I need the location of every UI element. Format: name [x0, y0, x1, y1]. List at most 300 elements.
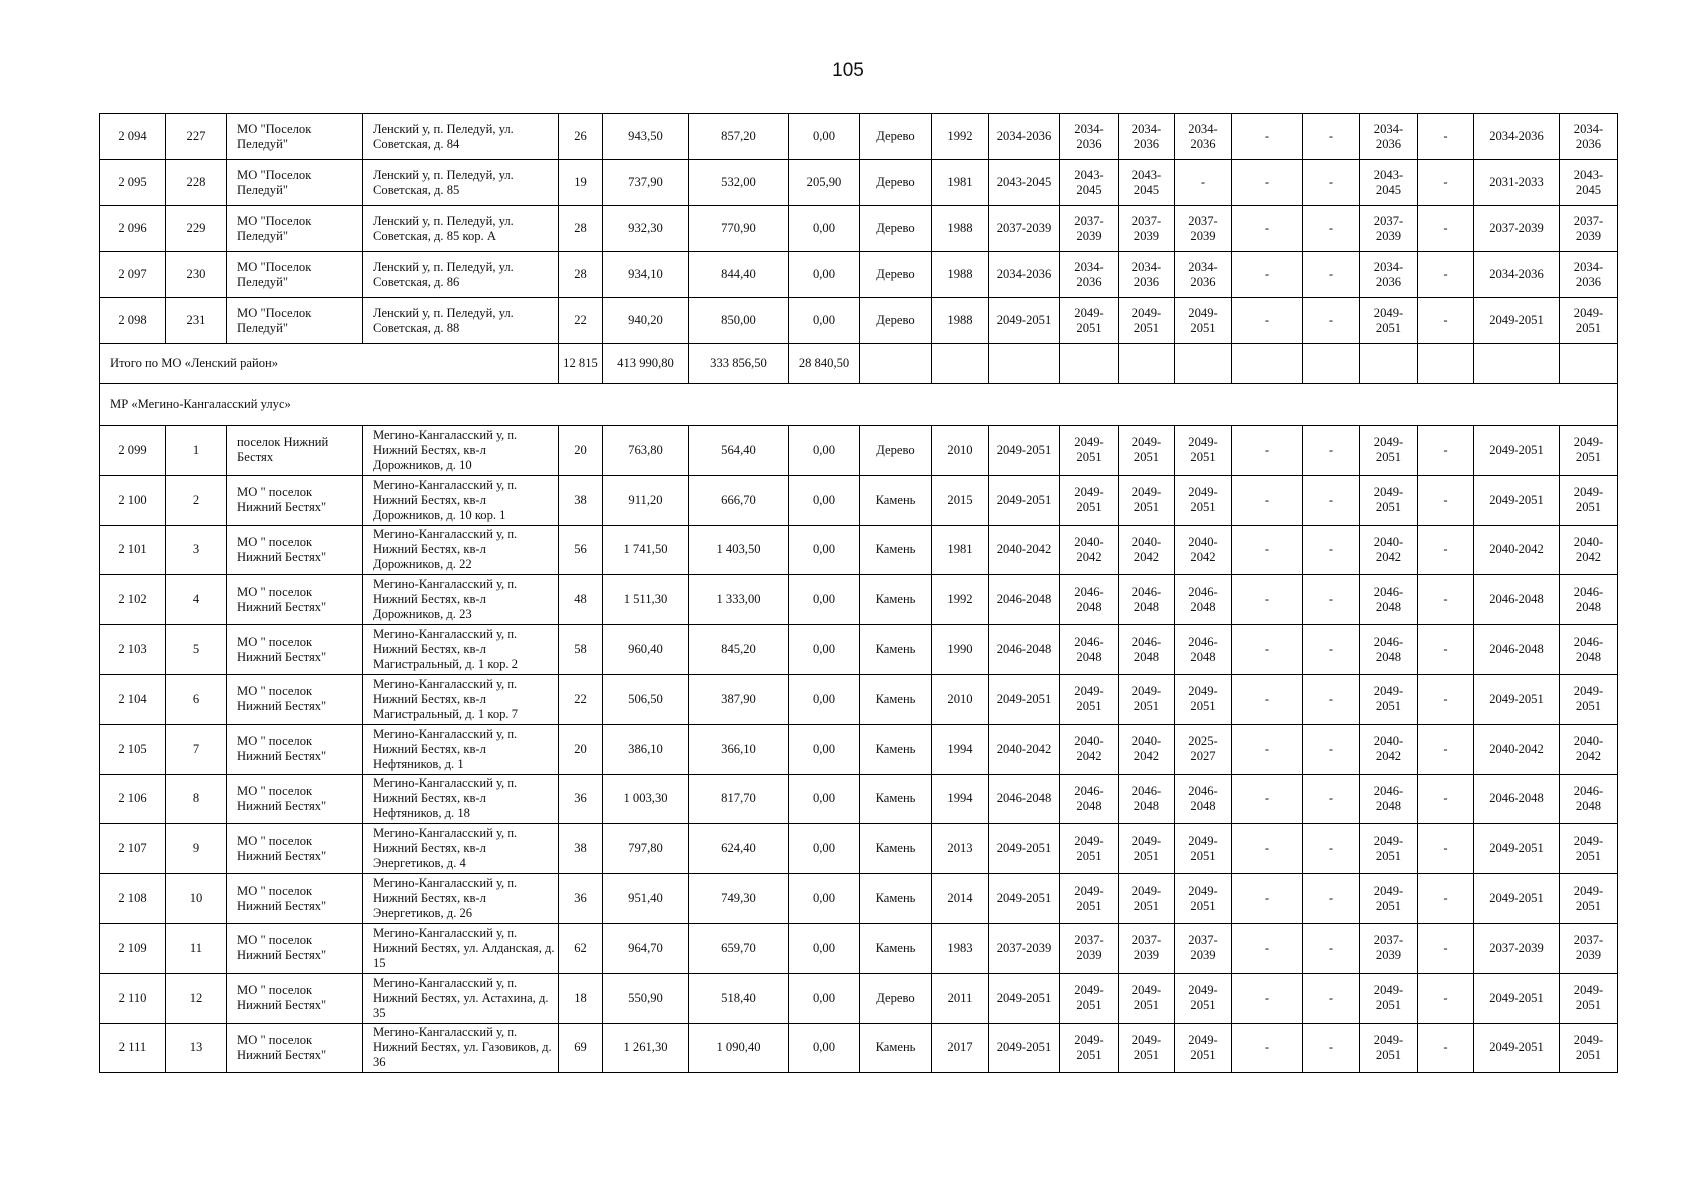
cell-period-2: 2049-2051	[1060, 426, 1119, 476]
cell-period-8: -	[1418, 298, 1474, 344]
cell-index: 231	[166, 298, 227, 344]
cell-period-4: 2049-2051	[1175, 475, 1232, 525]
cell-period-8: -	[1418, 206, 1474, 252]
cell-period-9: 2049-2051	[1474, 973, 1560, 1023]
total-label: Итого по МО «Ленский район»	[100, 344, 559, 384]
cell-index: 12	[166, 973, 227, 1023]
cell-address: Мегино-Кангаласский у, п. Нижний Бестях, кв-л Магистральный, д. 1 кор. 7	[363, 674, 559, 724]
cell-period-4: 2046-2048	[1175, 774, 1232, 824]
cell-municipality: МО " поселок Нижний Бестях"	[227, 774, 363, 824]
cell-period-6: -	[1303, 874, 1360, 924]
cell-period-7: 2049-2051	[1360, 1023, 1418, 1073]
cell-area-total: 763,80	[603, 426, 689, 476]
cell-period-3: 2043-2045	[1119, 160, 1175, 206]
cell-period-3: 2049-2051	[1119, 824, 1175, 874]
cell-wall-material: Дерево	[860, 973, 932, 1023]
cell-period-1: 2046-2048	[989, 625, 1060, 675]
cell-period-1: 2046-2048	[989, 575, 1060, 625]
cell-period-3: 2037-2039	[1119, 923, 1175, 973]
cell-municipality: МО " поселок Нижний Бестях"	[227, 824, 363, 874]
cell-municipality: МО "Поселок Пеледуй"	[227, 160, 363, 206]
cell-period-4: 2049-2051	[1175, 426, 1232, 476]
cell-period-1: 2049-2051	[989, 298, 1060, 344]
cell-period-2: 2049-2051	[1060, 973, 1119, 1023]
cell-period-4: 2049-2051	[1175, 674, 1232, 724]
cell-period-7: 2049-2051	[1360, 426, 1418, 476]
housing-registry-table	[99, 113, 1618, 1073]
cell-period-5: -	[1232, 206, 1303, 252]
cell-period-1: 2049-2051	[989, 973, 1060, 1023]
cell-area-residential: 518,40	[689, 973, 789, 1023]
cell-area-residential: 1 403,50	[689, 525, 789, 575]
cell-index: 13	[166, 1023, 227, 1073]
cell-municipality: МО " поселок Нижний Бестях"	[227, 724, 363, 774]
cell-wall-material: Камень	[860, 724, 932, 774]
cell-period-3: 2037-2039	[1119, 206, 1175, 252]
cell-area-total: 1 261,30	[603, 1023, 689, 1073]
cell-index: 2	[166, 475, 227, 525]
cell-number: 2 097	[100, 252, 166, 298]
cell-period-6: -	[1303, 475, 1360, 525]
cell-period-1: 2037-2039	[989, 923, 1060, 973]
empty-cell	[1360, 344, 1418, 384]
cell-area-nonresidential: 205,90	[789, 160, 860, 206]
cell-period-7: 2049-2051	[1360, 674, 1418, 724]
cell-period-9: 2037-2039	[1474, 206, 1560, 252]
cell-number: 2 099	[100, 426, 166, 476]
cell-year: 2011	[932, 973, 989, 1023]
cell-number: 2 096	[100, 206, 166, 252]
cell-index: 7	[166, 724, 227, 774]
cell-wall-material: Камень	[860, 674, 932, 724]
cell-period-7: 2049-2051	[1360, 298, 1418, 344]
cell-number: 2 100	[100, 475, 166, 525]
cell-period-10: 2049-2051	[1560, 973, 1618, 1023]
cell-year: 1981	[932, 160, 989, 206]
cell-municipality: МО " поселок Нижний Бестях"	[227, 475, 363, 525]
cell-year: 1992	[932, 114, 989, 160]
table-row	[100, 724, 1618, 774]
cell-address: Мегино-Кангаласский у, п. Нижний Бестях, кв-л Дорожников, д. 10 кор. 1	[363, 475, 559, 525]
cell-area-residential: 659,70	[689, 923, 789, 973]
cell-period-6: -	[1303, 923, 1360, 973]
cell-quantity: 36	[559, 774, 603, 824]
cell-municipality: МО " поселок Нижний Бестях"	[227, 874, 363, 924]
lensky-rows	[100, 114, 1618, 344]
cell-period-2: 2046-2048	[1060, 625, 1119, 675]
cell-period-8: -	[1418, 724, 1474, 774]
cell-area-nonresidential: 0,00	[789, 724, 860, 774]
cell-area-nonresidential: 0,00	[789, 774, 860, 824]
cell-period-1: 2049-2051	[989, 874, 1060, 924]
cell-period-9: 2040-2042	[1474, 724, 1560, 774]
cell-area-residential: 817,70	[689, 774, 789, 824]
cell-index: 8	[166, 774, 227, 824]
cell-area-residential: 857,20	[689, 114, 789, 160]
cell-area-nonresidential: 0,00	[789, 426, 860, 476]
cell-index: 9	[166, 824, 227, 874]
cell-period-5: -	[1232, 160, 1303, 206]
table-row	[100, 525, 1618, 575]
cell-area-total: 797,80	[603, 824, 689, 874]
cell-area-total: 1 003,30	[603, 774, 689, 824]
cell-period-1: 2037-2039	[989, 206, 1060, 252]
cell-period-1: 2040-2042	[989, 724, 1060, 774]
cell-period-2: 2034-2036	[1060, 114, 1119, 160]
cell-period-3: 2046-2048	[1119, 625, 1175, 675]
cell-period-6: -	[1303, 674, 1360, 724]
cell-period-3: 2049-2051	[1119, 1023, 1175, 1073]
cell-area-nonresidential: 0,00	[789, 252, 860, 298]
cell-quantity: 69	[559, 1023, 603, 1073]
cell-period-1: 2049-2051	[989, 475, 1060, 525]
cell-quantity: 26	[559, 114, 603, 160]
cell-index: 6	[166, 674, 227, 724]
cell-period-10: 2049-2051	[1560, 426, 1618, 476]
cell-municipality: МО " поселок Нижний Бестях"	[227, 575, 363, 625]
cell-period-3: 2049-2051	[1119, 475, 1175, 525]
cell-year: 1990	[932, 625, 989, 675]
cell-period-6: -	[1303, 625, 1360, 675]
cell-year: 2010	[932, 674, 989, 724]
cell-area-residential: 532,00	[689, 160, 789, 206]
cell-area-nonresidential: 0,00	[789, 973, 860, 1023]
cell-quantity: 20	[559, 724, 603, 774]
cell-municipality: поселок Нижний Бестях	[227, 426, 363, 476]
cell-period-2: 2037-2039	[1060, 923, 1119, 973]
cell-period-4: 2040-2042	[1175, 525, 1232, 575]
cell-quantity: 62	[559, 923, 603, 973]
cell-address: Мегино-Кангаласский у, п. Нижний Бестях, кв-л Дорожников, д. 22	[363, 525, 559, 575]
cell-area-nonresidential: 0,00	[789, 874, 860, 924]
cell-period-9: 2046-2048	[1474, 625, 1560, 675]
cell-year: 1988	[932, 252, 989, 298]
cell-municipality: МО "Поселок Пеледуй"	[227, 206, 363, 252]
cell-period-2: 2049-2051	[1060, 475, 1119, 525]
cell-quantity: 18	[559, 973, 603, 1023]
cell-period-5: -	[1232, 298, 1303, 344]
cell-period-7: 2046-2048	[1360, 575, 1418, 625]
cell-period-1: 2049-2051	[989, 824, 1060, 874]
cell-period-10: 2037-2039	[1560, 206, 1618, 252]
total-area-nonresidential: 28 840,50	[789, 344, 860, 384]
cell-quantity: 38	[559, 475, 603, 525]
cell-period-1: 2049-2051	[989, 426, 1060, 476]
cell-period-10: 2043-2045	[1560, 160, 1618, 206]
cell-period-6: -	[1303, 1023, 1360, 1073]
cell-area-nonresidential: 0,00	[789, 923, 860, 973]
cell-period-8: -	[1418, 874, 1474, 924]
cell-wall-material: Камень	[860, 1023, 932, 1073]
table-row	[100, 774, 1618, 824]
cell-index: 228	[166, 160, 227, 206]
cell-period-5: -	[1232, 1023, 1303, 1073]
cell-quantity: 22	[559, 298, 603, 344]
cell-period-5: -	[1232, 973, 1303, 1023]
cell-quantity: 38	[559, 824, 603, 874]
cell-area-nonresidential: 0,00	[789, 298, 860, 344]
cell-address: Ленский у, п. Пеледуй, ул. Советская, д. 86	[363, 252, 559, 298]
cell-period-4: 2049-2051	[1175, 874, 1232, 924]
cell-wall-material: Камень	[860, 774, 932, 824]
cell-area-total: 737,90	[603, 160, 689, 206]
cell-area-residential: 366,10	[689, 724, 789, 774]
cell-wall-material: Камень	[860, 575, 932, 625]
empty-cell	[1119, 344, 1175, 384]
cell-quantity: 28	[559, 206, 603, 252]
cell-period-9: 2049-2051	[1474, 426, 1560, 476]
cell-year: 1981	[932, 525, 989, 575]
cell-area-total: 940,20	[603, 298, 689, 344]
cell-period-8: -	[1418, 674, 1474, 724]
cell-wall-material: Дерево	[860, 298, 932, 344]
cell-period-7: 2037-2039	[1360, 206, 1418, 252]
cell-address: Мегино-Кангаласский у, п. Нижний Бестях, ул. Газовиков, д. 36	[363, 1023, 559, 1073]
cell-index: 3	[166, 525, 227, 575]
cell-period-4: 2049-2051	[1175, 973, 1232, 1023]
cell-address: Мегино-Кангаласский у, п. Нижний Бестях, кв-л Дорожников, д. 10	[363, 426, 559, 476]
cell-period-10: 2046-2048	[1560, 625, 1618, 675]
cell-period-9: 2049-2051	[1474, 824, 1560, 874]
cell-address: Мегино-Кангаласский у, п. Нижний Бестях, ул. Астахина, д. 35	[363, 973, 559, 1023]
cell-period-8: -	[1418, 1023, 1474, 1073]
cell-period-8: -	[1418, 525, 1474, 575]
cell-year: 2015	[932, 475, 989, 525]
cell-period-5: -	[1232, 674, 1303, 724]
cell-municipality: МО " поселок Нижний Бестях"	[227, 1023, 363, 1073]
cell-period-10: 2046-2048	[1560, 774, 1618, 824]
cell-period-6: -	[1303, 525, 1360, 575]
cell-area-total: 386,10	[603, 724, 689, 774]
cell-year: 2013	[932, 824, 989, 874]
cell-area-total: 1 511,30	[603, 575, 689, 625]
cell-period-5: -	[1232, 824, 1303, 874]
cell-period-3: 2046-2048	[1119, 575, 1175, 625]
cell-period-2: 2049-2051	[1060, 874, 1119, 924]
cell-area-nonresidential: 0,00	[789, 575, 860, 625]
cell-address: Мегино-Кангаласский у, п. Нижний Бестях, кв-л Энергетиков, д. 26	[363, 874, 559, 924]
cell-period-9: 2034-2036	[1474, 252, 1560, 298]
empty-cell	[1418, 344, 1474, 384]
cell-period-5: -	[1232, 923, 1303, 973]
table-row	[100, 923, 1618, 973]
cell-period-2: 2040-2042	[1060, 525, 1119, 575]
cell-period-7: 2049-2051	[1360, 874, 1418, 924]
cell-number: 2 104	[100, 674, 166, 724]
cell-wall-material: Камень	[860, 874, 932, 924]
table-row	[100, 160, 1618, 206]
cell-period-2: 2040-2042	[1060, 724, 1119, 774]
cell-period-2: 2049-2051	[1060, 298, 1119, 344]
cell-area-nonresidential: 0,00	[789, 824, 860, 874]
cell-year: 2010	[932, 426, 989, 476]
cell-wall-material: Камень	[860, 475, 932, 525]
cell-period-7: 2034-2036	[1360, 114, 1418, 160]
cell-address: Ленский у, п. Пеледуй, ул. Советская, д. 88	[363, 298, 559, 344]
cell-area-residential: 845,20	[689, 625, 789, 675]
total-area-residential: 333 856,50	[689, 344, 789, 384]
cell-municipality: МО " поселок Нижний Бестях"	[227, 973, 363, 1023]
cell-period-6: -	[1303, 426, 1360, 476]
table-row	[100, 426, 1618, 476]
cell-period-2: 2046-2048	[1060, 774, 1119, 824]
cell-period-1: 2049-2051	[989, 1023, 1060, 1073]
cell-number: 2 101	[100, 525, 166, 575]
cell-area-total: 943,50	[603, 114, 689, 160]
cell-period-5: -	[1232, 525, 1303, 575]
cell-period-2: 2049-2051	[1060, 824, 1119, 874]
cell-number: 2 095	[100, 160, 166, 206]
cell-period-9: 2034-2036	[1474, 114, 1560, 160]
cell-area-nonresidential: 0,00	[789, 525, 860, 575]
cell-area-residential: 387,90	[689, 674, 789, 724]
cell-area-total: 964,70	[603, 923, 689, 973]
cell-period-7: 2049-2051	[1360, 973, 1418, 1023]
cell-period-9: 2049-2051	[1474, 475, 1560, 525]
cell-address: Ленский у, п. Пеледуй, ул. Советская, д. 85 кор. А	[363, 206, 559, 252]
cell-quantity: 20	[559, 426, 603, 476]
cell-period-5: -	[1232, 426, 1303, 476]
cell-period-4: 2049-2051	[1175, 1023, 1232, 1073]
cell-period-6: -	[1303, 160, 1360, 206]
cell-year: 1988	[932, 298, 989, 344]
cell-index: 1	[166, 426, 227, 476]
lensky-total	[100, 344, 1618, 426]
cell-number: 2 110	[100, 973, 166, 1023]
cell-period-4: 2034-2036	[1175, 252, 1232, 298]
cell-period-10: 2037-2039	[1560, 923, 1618, 973]
cell-area-total: 1 741,50	[603, 525, 689, 575]
cell-quantity: 28	[559, 252, 603, 298]
cell-period-8: -	[1418, 824, 1474, 874]
cell-period-4: 2034-2036	[1175, 114, 1232, 160]
cell-period-7: 2040-2042	[1360, 525, 1418, 575]
cell-index: 5	[166, 625, 227, 675]
cell-wall-material: Дерево	[860, 160, 932, 206]
cell-index: 11	[166, 923, 227, 973]
cell-municipality: МО " поселок Нижний Бестях"	[227, 674, 363, 724]
cell-period-6: -	[1303, 206, 1360, 252]
cell-area-nonresidential: 0,00	[789, 206, 860, 252]
cell-period-3: 2049-2051	[1119, 674, 1175, 724]
cell-quantity: 22	[559, 674, 603, 724]
cell-municipality: МО "Поселок Пеледуй"	[227, 298, 363, 344]
cell-period-8: -	[1418, 923, 1474, 973]
total-area-total: 413 990,80	[603, 344, 689, 384]
table-row	[100, 575, 1618, 625]
empty-cell	[1303, 344, 1360, 384]
cell-period-2: 2049-2051	[1060, 674, 1119, 724]
cell-area-nonresidential: 0,00	[789, 674, 860, 724]
cell-period-3: 2040-2042	[1119, 525, 1175, 575]
cell-municipality: МО "Поселок Пеледуй"	[227, 252, 363, 298]
cell-area-residential: 770,90	[689, 206, 789, 252]
cell-period-6: -	[1303, 824, 1360, 874]
cell-period-4: 2049-2051	[1175, 298, 1232, 344]
cell-period-4: 2046-2048	[1175, 575, 1232, 625]
cell-period-9: 2049-2051	[1474, 674, 1560, 724]
cell-area-total: 550,90	[603, 973, 689, 1023]
megino-rows	[100, 426, 1618, 1073]
cell-period-10: 2049-2051	[1560, 475, 1618, 525]
cell-period-5: -	[1232, 774, 1303, 824]
cell-area-nonresidential: 0,00	[789, 475, 860, 525]
cell-address: Мегино-Кангаласский у, п. Нижний Бестях, кв-л Нефтяников, д. 1	[363, 724, 559, 774]
cell-period-8: -	[1418, 114, 1474, 160]
cell-period-5: -	[1232, 575, 1303, 625]
cell-period-10: 2049-2051	[1560, 824, 1618, 874]
cell-area-total: 960,40	[603, 625, 689, 675]
cell-municipality: МО " поселок Нижний Бестях"	[227, 525, 363, 575]
cell-period-6: -	[1303, 252, 1360, 298]
cell-period-5: -	[1232, 475, 1303, 525]
cell-area-nonresidential: 0,00	[789, 1023, 860, 1073]
cell-period-4: 2037-2039	[1175, 206, 1232, 252]
cell-period-2: 2037-2039	[1060, 206, 1119, 252]
cell-wall-material: Дерево	[860, 114, 932, 160]
cell-period-6: -	[1303, 774, 1360, 824]
cell-area-residential: 1 090,40	[689, 1023, 789, 1073]
cell-municipality: МО " поселок Нижний Бестях"	[227, 625, 363, 675]
cell-period-1: 2049-2051	[989, 674, 1060, 724]
cell-period-3: 2034-2036	[1119, 114, 1175, 160]
table-row	[100, 475, 1618, 525]
cell-period-9: 2031-2033	[1474, 160, 1560, 206]
cell-period-1: 2043-2045	[989, 160, 1060, 206]
table-row	[100, 874, 1618, 924]
cell-period-7: 2049-2051	[1360, 824, 1418, 874]
cell-wall-material: Камень	[860, 923, 932, 973]
cell-quantity: 19	[559, 160, 603, 206]
cell-period-6: -	[1303, 114, 1360, 160]
cell-period-1: 2040-2042	[989, 525, 1060, 575]
cell-period-3: 2049-2051	[1119, 426, 1175, 476]
cell-number: 2 094	[100, 114, 166, 160]
cell-period-8: -	[1418, 426, 1474, 476]
cell-address: Мегино-Кангаласский у, п. Нижний Бестях, кв-л Магистральный, д. 1 кор. 2	[363, 625, 559, 675]
cell-period-8: -	[1418, 475, 1474, 525]
cell-period-5: -	[1232, 874, 1303, 924]
cell-number: 2 102	[100, 575, 166, 625]
total-quantity: 12 815	[559, 344, 603, 384]
cell-period-9: 2040-2042	[1474, 525, 1560, 575]
cell-period-9: 2037-2039	[1474, 923, 1560, 973]
cell-period-6: -	[1303, 298, 1360, 344]
cell-period-4: 2037-2039	[1175, 923, 1232, 973]
cell-period-9: 2049-2051	[1474, 1023, 1560, 1073]
cell-period-4: -	[1175, 160, 1232, 206]
table-row	[100, 973, 1618, 1023]
cell-period-10: 2046-2048	[1560, 575, 1618, 625]
table-row	[100, 1023, 1618, 1073]
cell-year: 2014	[932, 874, 989, 924]
table-row	[100, 674, 1618, 724]
cell-period-6: -	[1303, 575, 1360, 625]
cell-wall-material: Камень	[860, 525, 932, 575]
cell-number: 2 107	[100, 824, 166, 874]
table-row	[100, 206, 1618, 252]
cell-wall-material: Дерево	[860, 252, 932, 298]
cell-number: 2 098	[100, 298, 166, 344]
section-row	[100, 384, 1618, 426]
cell-area-total: 506,50	[603, 674, 689, 724]
empty-cell	[1232, 344, 1303, 384]
cell-period-7: 2043-2045	[1360, 160, 1418, 206]
cell-area-residential: 844,40	[689, 252, 789, 298]
empty-cell	[860, 344, 932, 384]
cell-period-8: -	[1418, 774, 1474, 824]
table-row	[100, 114, 1618, 160]
